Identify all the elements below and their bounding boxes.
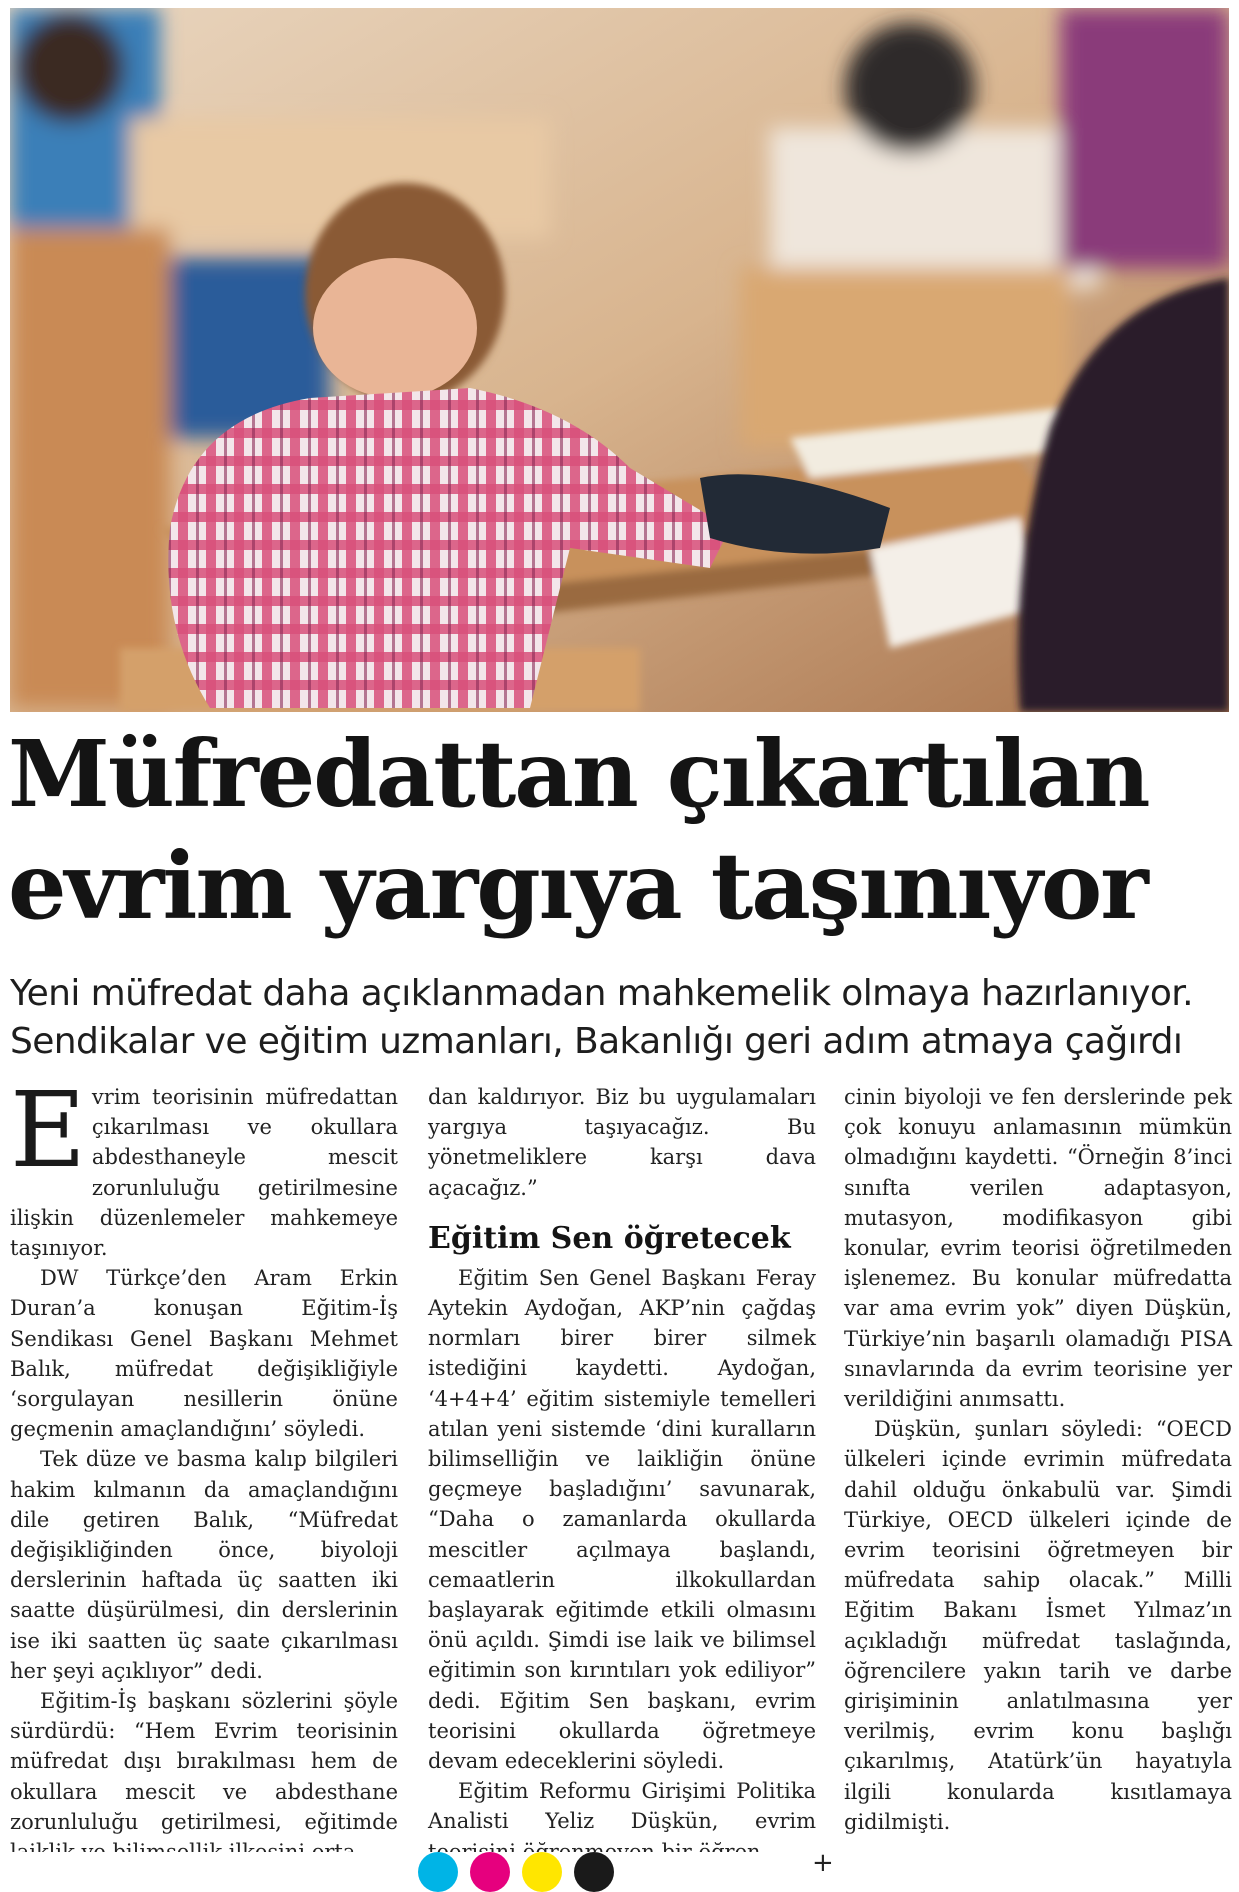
paragraph: Eğitim-İş başkanı sözlerini şöyle sürdürdü: “Hem Evrim teorisinin müfredat dışı bırakılması hem de okullara mescit ve abdesthane zorunluluğu getirilmesi, eğitimde <box>10 1689 398 1834</box>
paragraph: vrim teorisinin müfredattan çıkarılması ve okullara abdesthaneyle mescit zorunluluğu getirilmesine ilişkin düzenlemeler mahkemeye taşınıyor. <box>10 1085 398 1261</box>
paragraph: Eğitim Reformu Girişimi Politika Analisti Yeliz Düşkün, evrim <box>428 1779 816 1834</box>
black-mark <box>574 1852 614 1892</box>
headline <box>8 718 1233 942</box>
article-column-3 <box>844 1082 1232 1837</box>
subheadline-line-2: Sendikalar ve eğitim uzmanları, Bakanlığı geri adım atmaya çağırdı <box>10 1021 1183 1062</box>
article-body <box>10 1069 1232 1852</box>
article-column-2 <box>428 1082 816 1867</box>
article-photo <box>10 8 1229 712</box>
magenta-mark <box>470 1852 510 1892</box>
subheadline-line-1: Yeni müfredat daha açıklanmadan mahkemelik olmaya hazırlanıyor. <box>10 973 1193 1014</box>
crosshair-mark: + <box>812 1848 834 1878</box>
headline-line-1: Müfredattan çıkartılan <box>8 720 1149 828</box>
paragraph: Tek düze ve basma kalıp bilgileri hakim kılmanın da amaçlandığını dile getiren Balık, “Müfredat değişikliğinden önce, biyoloji derslerinin haftada üç saatten iki saatte düşürülmesi, din derslerinin ise iki saatten üç saate çıkarılması her şeyi açıklıyor” dedi. <box>10 1447 398 1683</box>
print-margin <box>0 1852 1239 1878</box>
section-subtitle: Eğitim Sen öğretecek <box>428 1220 791 1256</box>
paragraph: Düşkün, şunları söyledi: “OECD ülkeleri içinde evrimin müfredata dahil olduğu önkabulü var. Şimdi Türkiye, OECD ülkeleri içinde de evrim teorisini öğretmeyen bir müfredata sahip olacak.” Milli Eğitim Bakanı İsmet Yılmaz’ın açıkladığı müfredat taslağında, öğrencilere yakın tarih ve darbe girişiminin anlatılmasına yer verilmiş, evrim konu başlığı çıkarılmış, Atatürk’ün hayatıyla ilgili konularda kısıtlamaya gidilmişti. <box>844 1417 1232 1834</box>
article-column-1 <box>10 1069 398 1867</box>
classroom-photo-illustration <box>10 8 1229 712</box>
registration-color-marks <box>418 1852 618 1878</box>
cyan-mark <box>418 1852 458 1892</box>
paragraph: dan kaldırıyor. Biz bu uygulamaları yargıya taşıyacağız. Bu yönetmeliklere karşı dava açacağız.” <box>428 1085 816 1200</box>
headline-line-2: evrim yargıya taşınıyor <box>8 832 1147 940</box>
paragraph: cinin biyoloji ve fen derslerinde pek çok konuyu anlamasının mümkün olmadığını kaydetti. “Örneğin 8’inci sınıfta verilen adaptasyon, mutasyon, modifikasyon gibi konular, evrim teorisi öğretilmeden işlenemez. Bu konular müfredatta var ama evrim yok” diyen Düşkün, Türkiye’nin başarılı olamadığı PISA sınavlarında da evrim teorisine yer verildiğini anımsattı. <box>844 1085 1232 1412</box>
yellow-mark <box>522 1852 562 1892</box>
subheadline <box>10 970 1235 1066</box>
paragraph: Eğitim Sen Genel Başkanı Feray Aytekin Aydoğan, AKP’nin çağdaş normları birer birer silmek istediğini kaydetti. Aydoğan, ‘4+4+4’ eğitim sistemiyle temelleri atılan yeni sistemde ‘dini kuralların bilimselliğin ve laikliğin önüne geçmeye başladığını’ savunarak, “Daha o zamanlarda okullarda mescitler açılmaya başlandı, cemaatlerin ilkokullardan başlayarak eğitimde etkili olmasını önü açıldı. Şimdi ise laik ve bilimsel eğitimin son kırıntıları yok ediliyor” dedi. Eğitim Sen başkanı, evrim teorisini okullarda öğretmeye devam edeceklerini söyledi. <box>428 1265 816 1774</box>
drop-cap: E <box>10 1069 86 1191</box>
paragraph: DW Türkçe’den Aram Erkin Duran’a konuşan Eğitim-İş Sendikası Genel Başkanı Mehmet Balık, müfredat değişikliğiyle ‘sorgulayan nesillerin önüne geçmenin amaçlandığını’ söyledi. <box>10 1266 398 1442</box>
